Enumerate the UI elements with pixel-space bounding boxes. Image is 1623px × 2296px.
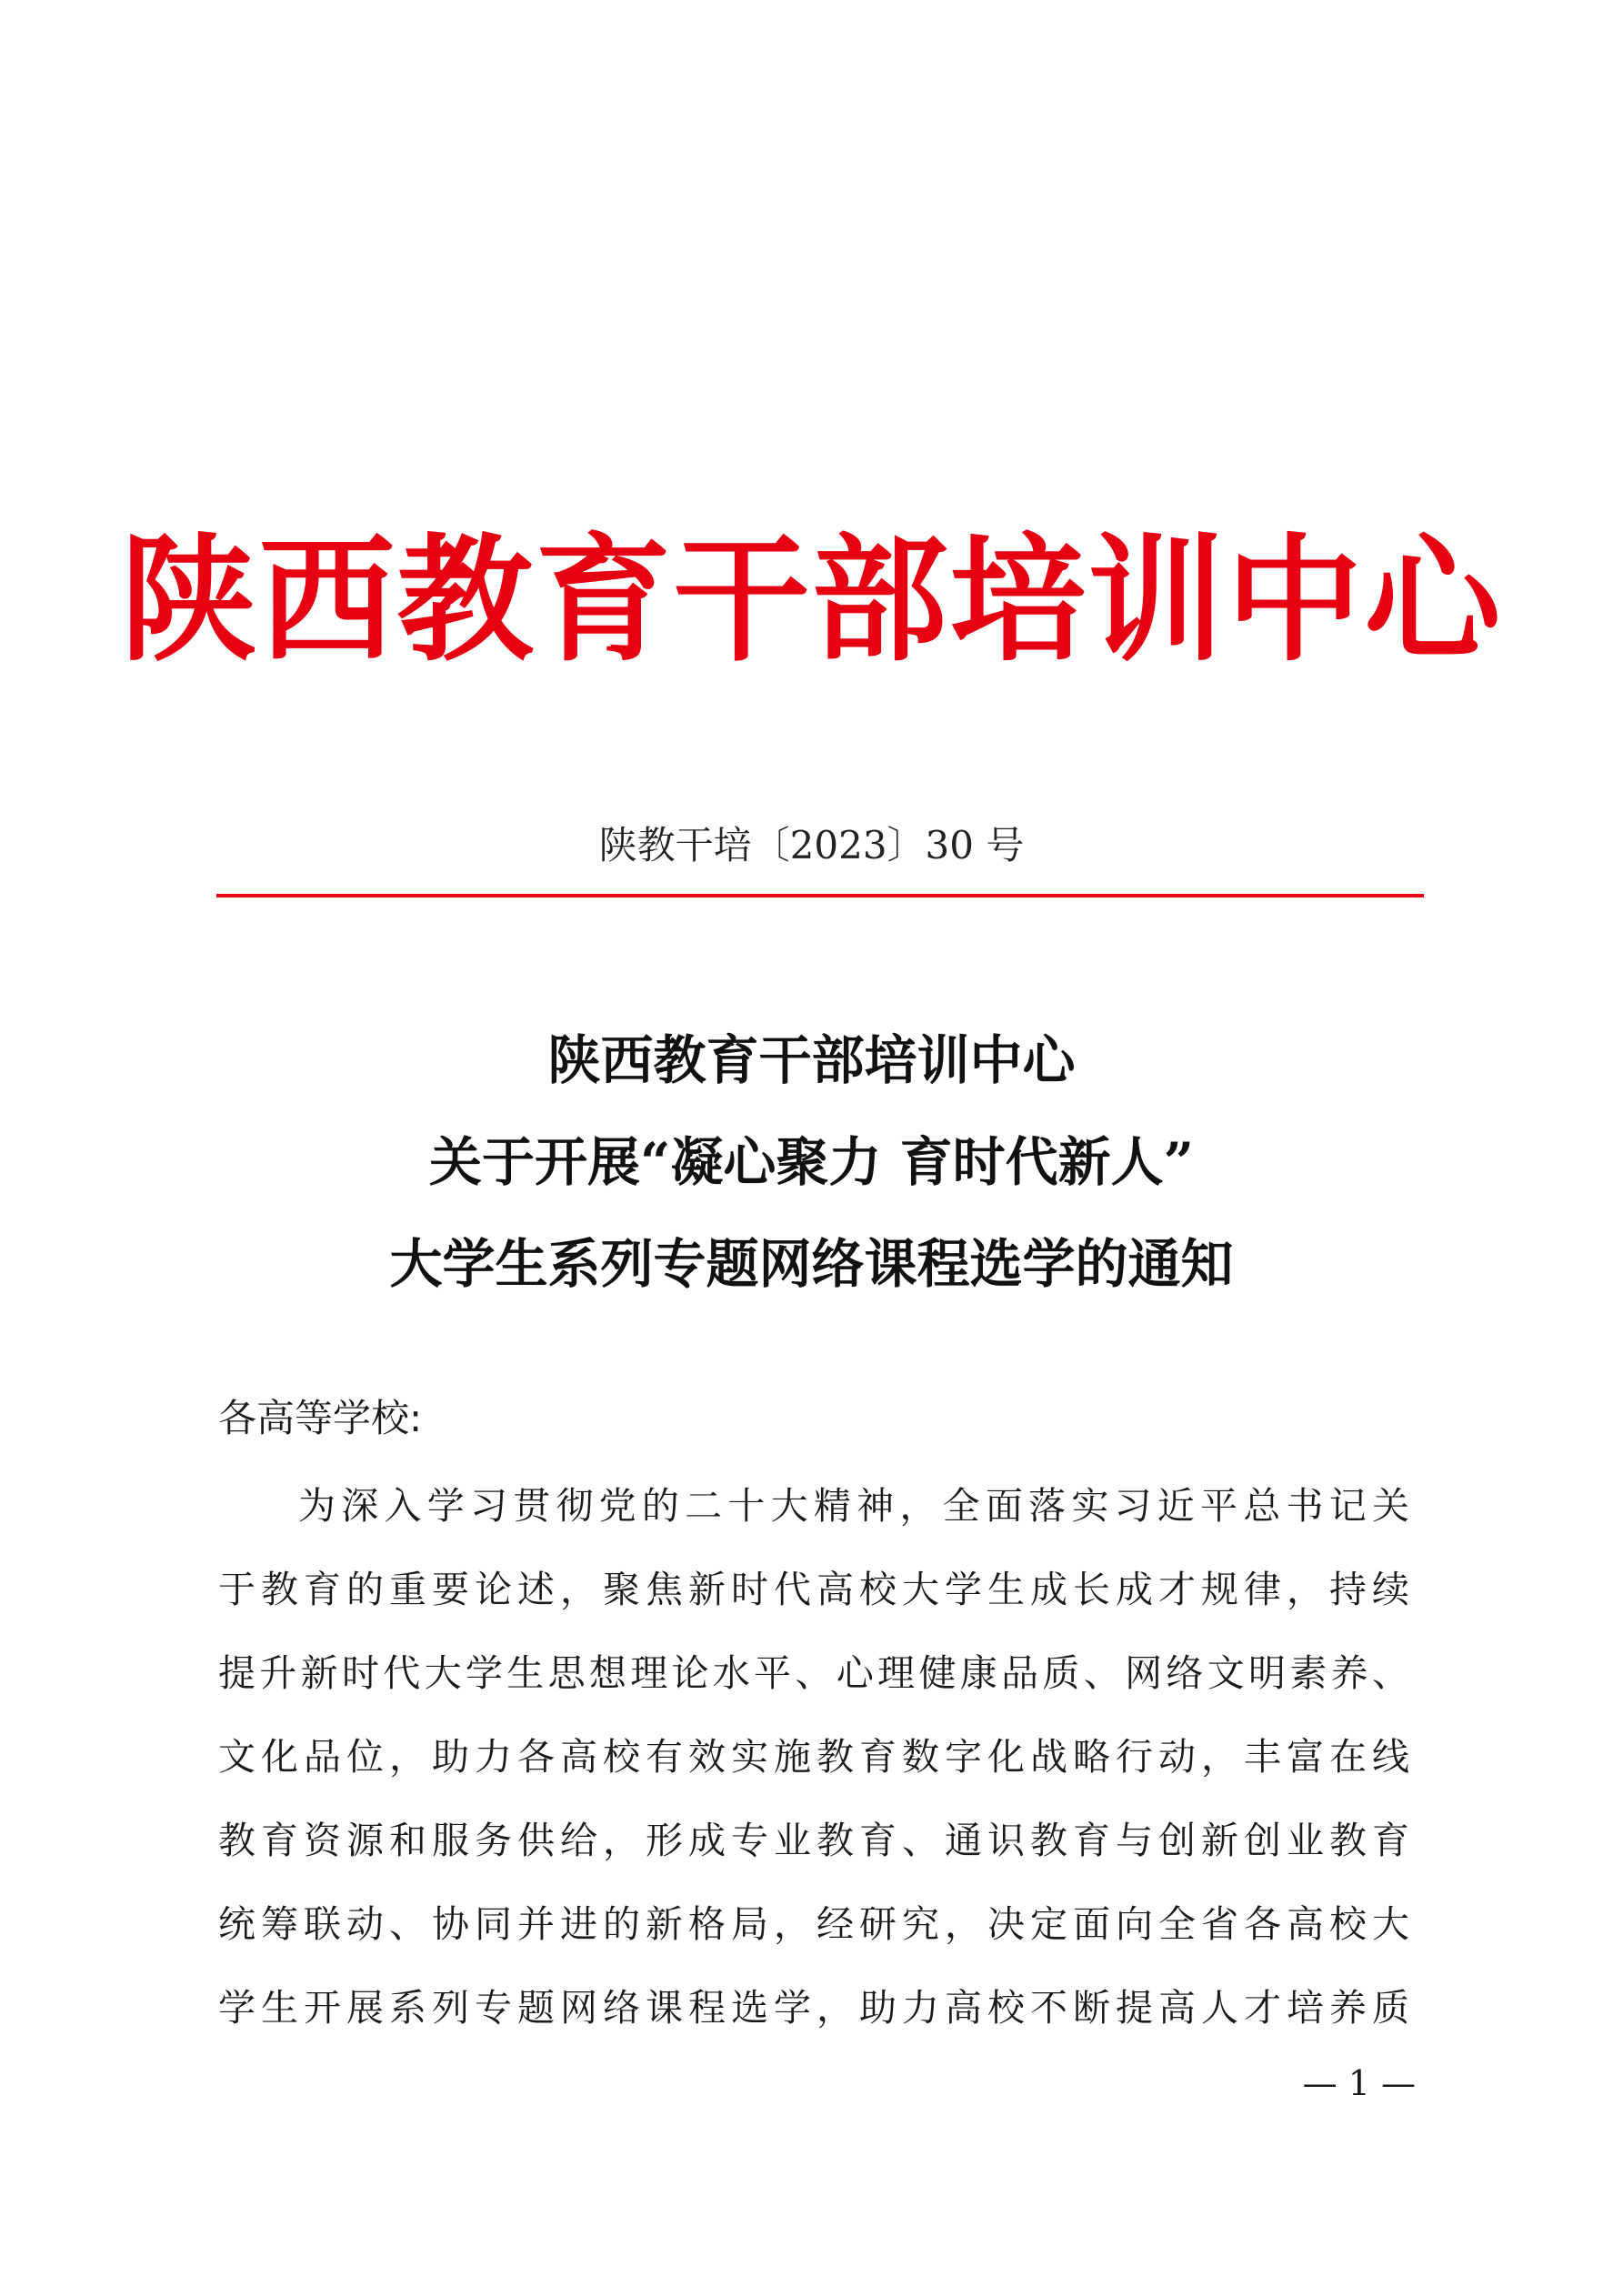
body-line: 文化品位，助力各高校有效实施教育数字化战略行动，丰富在线	[218, 1735, 1409, 1779]
issuer-masthead: 陕西教育干部培训中心	[120, 520, 1503, 680]
body-line: 为深入学习贯彻党的二十大精神，全面落实习近平总书记关	[298, 1484, 1409, 1528]
document-title	[0, 1009, 1623, 1315]
body-line: 提升新时代大学生思想理论水平、心理健康品质、网络文明素养、	[218, 1651, 1409, 1695]
title-line-1: 陕西教育干部培训中心	[547, 1029, 1076, 1091]
body-paragraph	[218, 1464, 1409, 2050]
document-number: 陕教干培〔2023〕30 号	[598, 823, 1025, 867]
body-line: 教育资源和服务供给，形成专业教育、通识教育与创新创业教育	[218, 1819, 1409, 1862]
body-line: 学生开展系列专题网络课程选学，助力高校不断提高人才培养质	[218, 1986, 1409, 2030]
body-line: 于教育的重要论述，聚焦新时代高校大学生成长成才规律，持续	[218, 1568, 1409, 1611]
body-line: 统筹联动、协同并进的新格局，经研究，决定面向全省各高校大	[218, 1902, 1409, 1946]
title-line-2: 关于开展“凝心聚力 育时代新人”	[429, 1131, 1194, 1193]
page-number: — 1 —	[1302, 2063, 1416, 2103]
salutation: 各高等学校:	[218, 1396, 423, 1440]
red-divider-rule	[216, 894, 1424, 897]
title-line-3: 大学生系列专题网络课程选学的通知	[389, 1233, 1234, 1295]
